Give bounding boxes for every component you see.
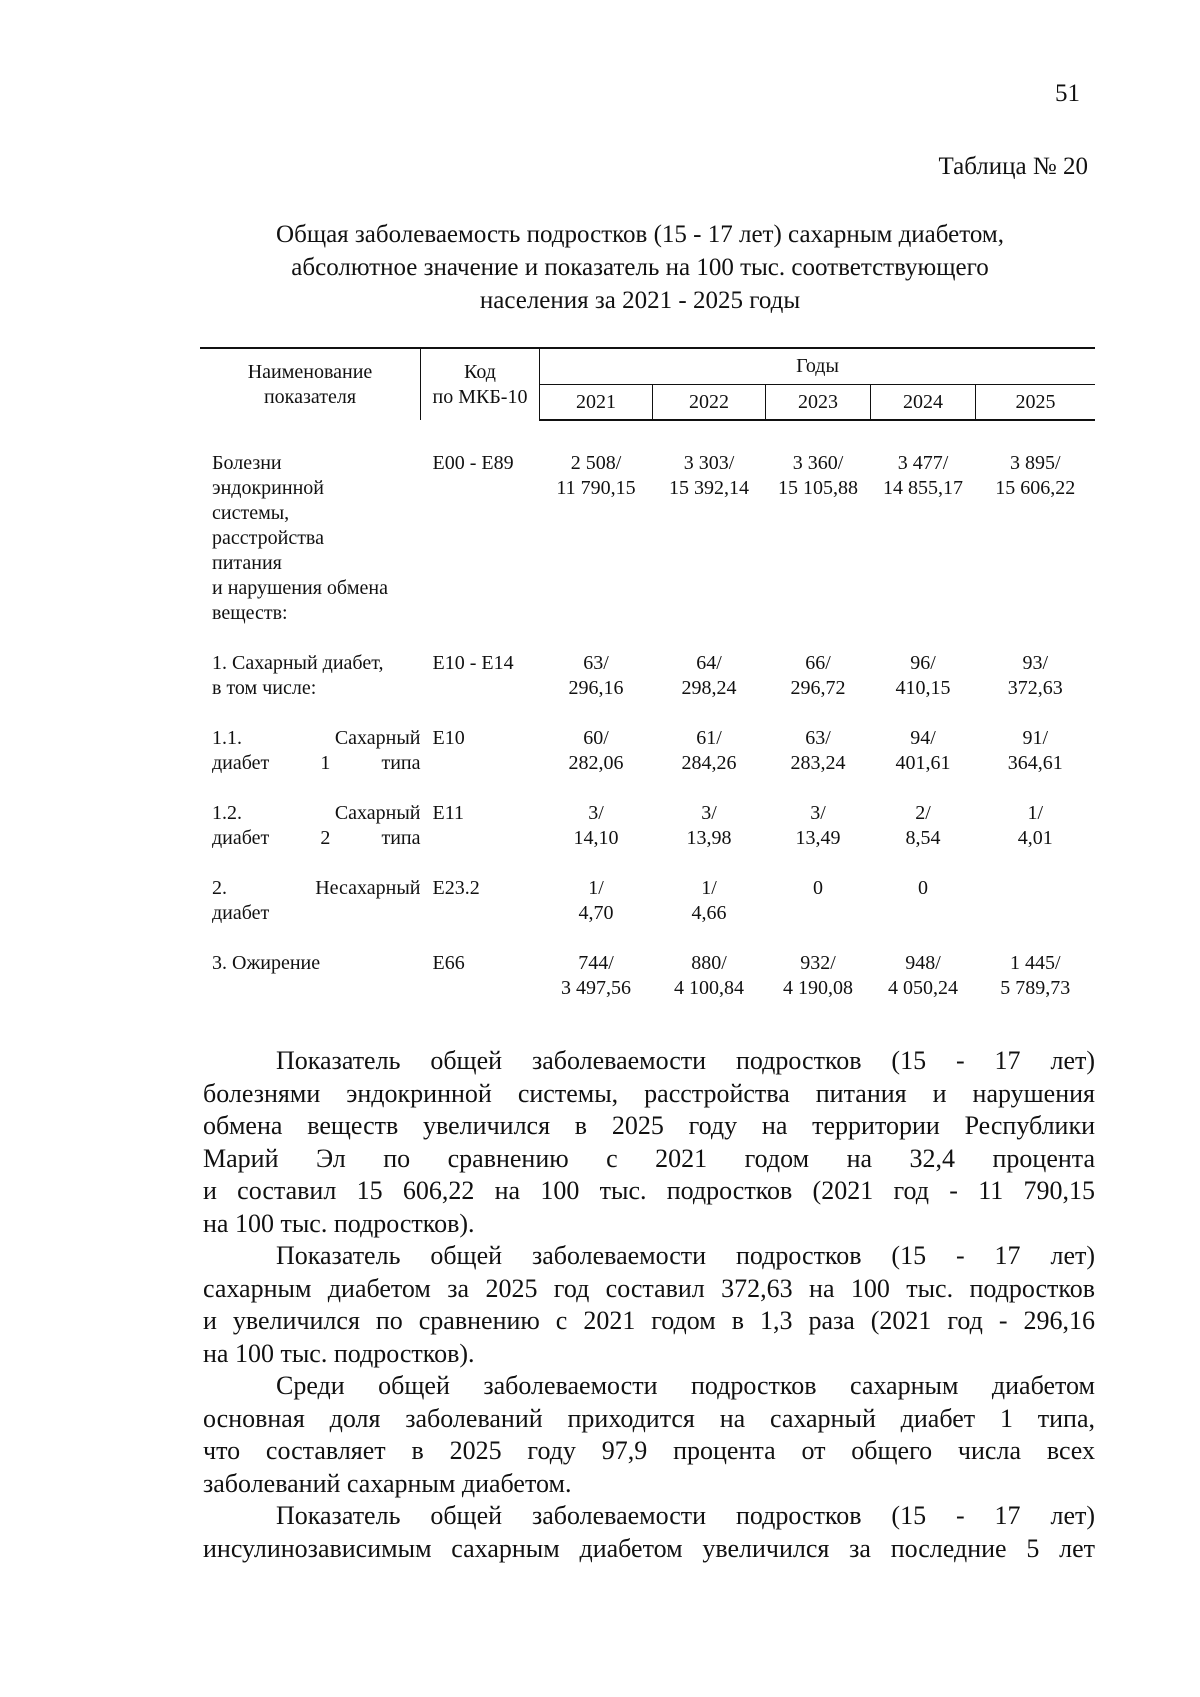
row-name-line: питания bbox=[212, 552, 282, 574]
cell-rate: 4 050,24 bbox=[888, 977, 958, 999]
cell-abs: 60/ bbox=[583, 727, 609, 749]
table-row bbox=[200, 876, 1095, 951]
row-name-line bbox=[212, 876, 421, 901]
cell-abs: 0 bbox=[918, 877, 928, 899]
caption-line: Общая заболеваемость подростков (15 - 17 лет) сахарным диабетом, bbox=[276, 221, 1004, 248]
cell-abs: 2 508/ bbox=[570, 452, 622, 474]
body-line: обмена веществ увеличился в 2025 году на территории Республики bbox=[203, 1111, 1095, 1140]
cell-rate: 282,06 bbox=[568, 752, 624, 774]
cell-2023 bbox=[766, 451, 871, 651]
header-name-line: показателя bbox=[263, 385, 357, 408]
table-number: Таблица № 20 bbox=[938, 153, 1088, 180]
row-name-line: 3. Ожирение bbox=[212, 952, 321, 974]
body-line: основная доля заболеваний приходится на сахарный диабет 1 типа, bbox=[203, 1403, 1095, 1433]
cell-rate: 364,61 bbox=[1007, 752, 1063, 774]
cell-2025 bbox=[976, 801, 1096, 876]
body-line: на 100 тыс. подростков). bbox=[203, 1338, 475, 1368]
cell-2025 bbox=[976, 876, 1096, 951]
row-name-part: Несахарный bbox=[315, 877, 421, 899]
row-name-line: 1. Сахарный диабет, bbox=[212, 652, 384, 674]
cell-rate: 401,61 bbox=[895, 752, 951, 774]
cell-abs: 64/ bbox=[696, 652, 722, 674]
cell-2023 bbox=[766, 876, 871, 951]
cell-2024 bbox=[871, 451, 976, 651]
body-line: Среди общей заболеваемости подростков сахарным диабетом bbox=[276, 1371, 1095, 1400]
row-name-line bbox=[212, 826, 421, 851]
row-name bbox=[200, 451, 421, 651]
cell-rate: 15 105,88 bbox=[778, 477, 858, 499]
cell-rate: 410,15 bbox=[895, 677, 951, 699]
cell-2022 bbox=[653, 651, 766, 726]
header-name-line: Наименование bbox=[247, 360, 373, 383]
cell-rate: 8,54 bbox=[905, 827, 941, 849]
row-name-line bbox=[212, 726, 421, 751]
cell-abs: 94/ bbox=[910, 727, 936, 749]
cell-abs: 93/ bbox=[1022, 652, 1049, 674]
cell-2025 bbox=[976, 951, 1096, 1001]
row-name bbox=[200, 726, 421, 801]
row-name-part: диабет bbox=[212, 752, 270, 774]
cell-rate: 5 789,73 bbox=[1000, 977, 1071, 999]
body-line: заболеваний сахарным диабетом. bbox=[203, 1468, 572, 1498]
header-code-line: Код bbox=[464, 360, 496, 383]
cell-abs: 66/ bbox=[805, 652, 831, 674]
caption-line: абсолютное значение и показатель на 100 тыс. соответствующего bbox=[291, 254, 989, 281]
cell-rate: 13,49 bbox=[795, 827, 841, 849]
row-name-part: 2 типа bbox=[320, 827, 421, 849]
row-code: E11 bbox=[432, 802, 464, 824]
cell-abs: 0 bbox=[813, 877, 823, 899]
row-name-line bbox=[212, 751, 421, 776]
row-code: E10 - E14 bbox=[432, 652, 514, 674]
header-code-line: по МКБ-10 bbox=[432, 385, 528, 408]
cell-rate: 4 190,08 bbox=[783, 977, 853, 999]
cell-2024 bbox=[871, 726, 976, 801]
cell-abs: 91/ bbox=[1022, 727, 1049, 749]
row-name bbox=[200, 651, 421, 726]
row-code: E00 - E89 bbox=[432, 452, 514, 474]
row-name-part: 2. bbox=[212, 877, 227, 899]
row-name-line: эндокринной bbox=[212, 477, 324, 499]
cell-abs: 3/ bbox=[701, 802, 717, 824]
header-year-2023: 2023 bbox=[766, 385, 871, 421]
cell-abs: 96/ bbox=[910, 652, 936, 674]
caption-line: населения за 2021 - 2025 годы bbox=[479, 287, 801, 314]
table-row bbox=[200, 951, 1095, 1001]
cell-abs: 932/ bbox=[800, 952, 836, 974]
cell-2021 bbox=[540, 451, 653, 651]
row-name bbox=[200, 876, 421, 951]
morbidity-table bbox=[200, 347, 1095, 1001]
cell-rate: 296,16 bbox=[568, 677, 624, 699]
header-year-2025: 2025 bbox=[976, 385, 1096, 421]
header-year-2024: 2024 bbox=[871, 385, 976, 421]
cell-2023 bbox=[766, 801, 871, 876]
cell-2023 bbox=[766, 951, 871, 1001]
cell-2021 bbox=[540, 651, 653, 726]
row-name-part: Сахарный bbox=[334, 727, 421, 749]
cell-abs: 3/ bbox=[588, 802, 604, 824]
cell-rate: 15 392,14 bbox=[669, 477, 749, 499]
table-row bbox=[200, 726, 1095, 801]
cell-2024 bbox=[871, 876, 976, 951]
row-name-line: системы, bbox=[212, 502, 290, 524]
row-name-part: 1.2. bbox=[212, 802, 242, 824]
table-row bbox=[200, 451, 1095, 651]
cell-2025 bbox=[976, 651, 1096, 726]
body-line: сахарным диабетом за 2025 год составил 372,63 на 100 тыс. подростков bbox=[203, 1273, 1095, 1303]
cell-abs: 3/ bbox=[810, 802, 826, 824]
cell-2022 bbox=[653, 451, 766, 651]
cell-abs: 3 477/ bbox=[897, 452, 949, 474]
cell-abs: 3 360/ bbox=[792, 452, 844, 474]
body-line: что составляет в 2025 году 97,9 процента от общего числа всех bbox=[203, 1436, 1095, 1465]
body-line: болезнями эндокринной системы, расстройства питания и нарушения bbox=[203, 1078, 1095, 1108]
cell-2021 bbox=[540, 726, 653, 801]
cell-rate: 4,01 bbox=[1017, 827, 1053, 849]
row-name-line: Болезни bbox=[212, 452, 282, 474]
cell-rate: 11 790,15 bbox=[556, 477, 636, 499]
cell-2021 bbox=[540, 876, 653, 951]
cell-2022 bbox=[653, 726, 766, 801]
header-year-2022: 2022 bbox=[653, 385, 766, 421]
row-name-line: веществ: bbox=[212, 602, 288, 624]
header-years: Годы bbox=[540, 348, 1096, 385]
cell-rate: 4 100,84 bbox=[674, 977, 744, 999]
table-row bbox=[200, 801, 1095, 876]
cell-abs: 1/ bbox=[588, 877, 604, 899]
cell-rate: 15 606,22 bbox=[995, 477, 1076, 499]
row-name-line: диабет bbox=[212, 902, 270, 924]
header-name bbox=[200, 348, 421, 420]
cell-abs: 1/ bbox=[701, 877, 717, 899]
cell-2025 bbox=[976, 726, 1096, 801]
cell-abs: 1 445/ bbox=[1009, 952, 1061, 974]
row-name-part: Сахарный bbox=[334, 802, 421, 824]
cell-abs: 744/ bbox=[578, 952, 614, 974]
body-line: на 100 тыс. подростков). bbox=[203, 1208, 475, 1238]
cell-abs: 3 303/ bbox=[683, 452, 735, 474]
cell-2021 bbox=[540, 951, 653, 1001]
cell-rate: 298,24 bbox=[681, 677, 737, 699]
cell-rate: 283,24 bbox=[790, 752, 846, 774]
cell-2023 bbox=[766, 651, 871, 726]
cell-abs: 948/ bbox=[905, 952, 941, 974]
body-line: Марий Эл по сравнению с 2021 годом на 32,4 процента bbox=[203, 1143, 1095, 1173]
cell-rate: 284,26 bbox=[681, 752, 737, 774]
row-name bbox=[200, 951, 421, 1001]
body-line: Показатель общей заболеваемости подростков (15 - 17 лет) bbox=[276, 1046, 1095, 1075]
cell-rate: 14 855,17 bbox=[883, 477, 963, 499]
cell-abs: 2/ bbox=[915, 802, 931, 824]
row-name-line: в том числе: bbox=[212, 677, 317, 699]
cell-abs: 61/ bbox=[696, 727, 722, 749]
cell-2021 bbox=[540, 801, 653, 876]
cell-rate: 14,10 bbox=[573, 827, 619, 849]
body-line: и увеличился по сравнению с 2021 годом в 1,3 раза (2021 год - 296,16 bbox=[203, 1306, 1095, 1335]
body-line: Показатель общей заболеваемости подростков (15 - 17 лет) bbox=[276, 1501, 1095, 1530]
cell-2022 bbox=[653, 951, 766, 1001]
cell-2024 bbox=[871, 951, 976, 1001]
page-number: 51 bbox=[1055, 80, 1080, 107]
row-code: E66 bbox=[432, 952, 465, 974]
cell-2023 bbox=[766, 726, 871, 801]
cell-abs: 63/ bbox=[805, 727, 831, 749]
cell-rate: 4,66 bbox=[691, 902, 727, 924]
cell-rate: 372,63 bbox=[1007, 677, 1063, 699]
header-code bbox=[421, 348, 540, 420]
cell-rate: 296,72 bbox=[790, 677, 846, 699]
body-line: инсулинозависимым сахарным диабетом увеличился за последние 5 лет bbox=[203, 1533, 1095, 1563]
cell-2025 bbox=[976, 451, 1096, 651]
row-name-part: 1.1. bbox=[212, 727, 242, 749]
row-name bbox=[200, 801, 421, 876]
row-code: E23.2 bbox=[432, 877, 480, 899]
table-caption bbox=[195, 218, 1085, 317]
row-name-line bbox=[212, 801, 421, 826]
header-year-2021: 2021 bbox=[540, 385, 653, 421]
cell-abs: 1/ bbox=[1027, 802, 1044, 824]
cell-2024 bbox=[871, 801, 976, 876]
cell-2024 bbox=[871, 651, 976, 726]
row-name-part: диабет bbox=[212, 827, 270, 849]
cell-rate: 3 497,56 bbox=[561, 977, 631, 999]
row-name-line: и нарушения обмена bbox=[212, 577, 388, 599]
cell-2022 bbox=[653, 801, 766, 876]
body-line: и составил 15 606,22 на 100 тыс. подростков (2021 год - 11 790,15 bbox=[203, 1176, 1095, 1205]
row-name-part: 1 типа bbox=[320, 752, 421, 774]
cell-rate: 4,70 bbox=[578, 902, 614, 924]
cell-abs: 3 895/ bbox=[1009, 452, 1061, 474]
cell-rate: 13,98 bbox=[686, 827, 732, 849]
table-row bbox=[200, 651, 1095, 726]
cell-abs: 880/ bbox=[691, 952, 727, 974]
cell-abs: 63/ bbox=[583, 652, 609, 674]
row-name-line: расстройства bbox=[212, 527, 324, 549]
body-text bbox=[203, 1045, 1095, 1565]
row-code: E10 bbox=[432, 727, 465, 749]
cell-2022 bbox=[653, 876, 766, 951]
body-line: Показатель общей заболеваемости подростков (15 - 17 лет) bbox=[276, 1241, 1095, 1270]
